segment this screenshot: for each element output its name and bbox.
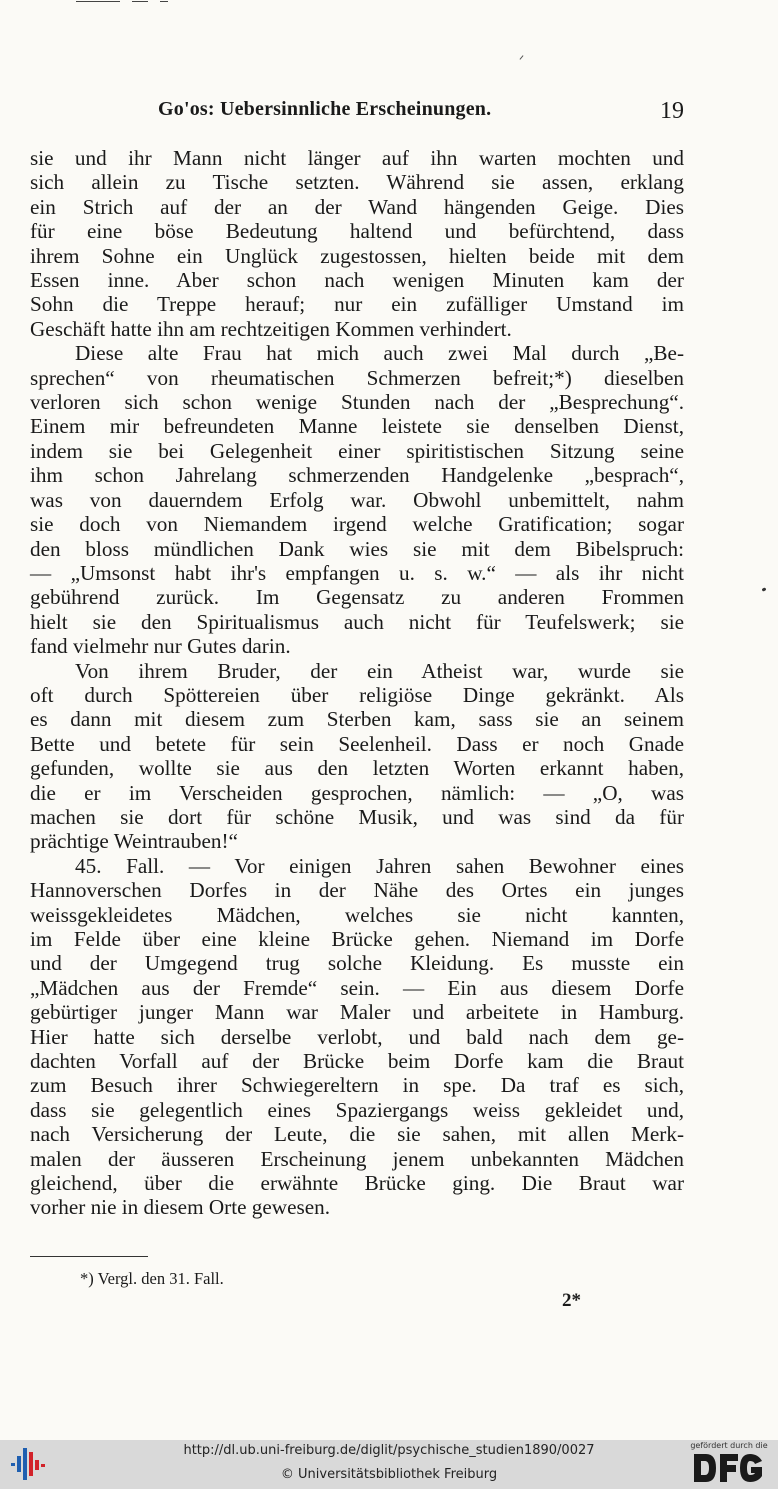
text-line: machen sie dort für schöne Musik, und was sind da für [30,804,684,829]
text-line: und der Umgegend trug solche Kleidung. Es musste ein [30,951,684,976]
text-line: ihm schon Jahrelang schmerzenden Handgelenke „besprach“, [30,463,684,488]
text-line: sie doch von Niemandem irgend welche Gratification; sogar [30,512,684,537]
copyright-notice: © Universitätsbibliothek Freiburg [280,1467,498,1482]
text-line: „Mädchen aus der Fremde“ sein. — Ein aus diesem Dorfe [30,975,684,1000]
text-line: Hier hatte sich derselbe verlobt, und bald nach dem ge- [30,1024,684,1049]
text-line: oft durch Spöttereien über religiöse Dinge gekränkt. Als [30,682,684,707]
footnote: *) Vergl. den 31. Fall. [80,1269,224,1288]
permalink-url[interactable]: http://dl.ub.uni-freiburg.de/diglit/psychische_studien1890/0027 [183,1443,595,1458]
body-text [30,146,684,1220]
dfg-logo-icon [692,1451,766,1485]
text-line: fand vielmehr nur Gutes darin. [30,634,291,659]
dfg-caption: gefördert durch die [690,1441,768,1450]
text-line: — „Umsonst habt ihr's empfangen u. s. w.“ — als ihr nicht [30,560,684,585]
text-line: Diese alte Frau hat mich auch zwei Mal durch „Be- [75,341,684,366]
page-number: 19 [660,98,684,124]
scan-edge-mark [762,587,767,591]
running-head [30,98,684,126]
text-line: sie und ihr Mann nicht länger auf ihn warten mochten und [30,146,684,170]
text-line: ihrem Sohne ein Unglück zugestossen, hielten beide mit dem [30,243,684,268]
text-line: sich allein zu Tische setzten. Während sie assen, erklang [30,170,684,195]
text-line: verloren sich schon wenige Stunden nach der „Besprechung“. [30,390,684,415]
text-line: den bloss mündlichen Dank wies sie mit dem Bibelspruch: [30,536,684,561]
text-line: weissgekleidetes Mädchen, welches sie nicht kannten, [30,902,684,927]
text-line: was von dauerndem Erfolg war. Obwohl unbemittelt, nahm [30,487,684,512]
text-line: Sohn die Treppe herauf; nur ein zufälliger Umstand im [30,292,684,317]
signature-mark: 2* [562,1290,581,1311]
text-line: gebürtiger junger Mann war Maler und arbeitete in Hamburg. [30,1000,684,1025]
text-line: prächtige Weintrauben!“ [30,829,238,854]
text-line: malen der äusseren Erscheinung jenem unbekannten Mädchen [30,1146,684,1171]
scan-top-marks [76,0,186,4]
running-title: Go'os: Uebersinnliche Erscheinungen. [158,98,492,120]
footnote-rule [30,1256,148,1257]
text-line: gefunden, wollte sie aus den letzten Worten erkannt haben, [30,756,684,781]
text-line: hielt sie den Spiritualismus auch nicht für Teufelswerk; sie [30,609,684,634]
text-line: im Felde über eine kleine Brücke gehen. Niemand im Dorfe [30,927,684,951]
text-line: Hannoverschen Dorfes in der Nähe des Ortes ein junges [30,878,684,903]
text-line: für eine böse Bedeutung haltend und befürchtend, dass [30,219,684,244]
text-line: Essen inne. Aber schon nach wenigen Minuten kam der [30,268,684,293]
text-line: Bette und betete für sein Seelenheil. Dass er noch Gnade [30,731,684,756]
text-line: Von ihrem Bruder, der ein Atheist war, wurde sie [75,658,684,683]
text-line: Geschäft hatte ihn am rechtzeitigen Kommen verhindert. [30,316,512,341]
text-line: 45. Fall. — Vor einigen Jahren sahen Bewohner eines [75,853,684,878]
text-line: die er im Verscheiden gesprochen, nämlich: — „O, was [30,780,684,805]
text-line: dachten Vorfall auf der Brücke beim Dorfe kam die Braut [30,1049,684,1074]
text-line: ein Strich auf der an der Wand hängenden Geige. Dies [30,194,684,219]
text-line: gebührend zurück. Im Gegensatz zu anderen Frommen [30,585,684,610]
text-line: vorher nie in diesem Orte gewesen. [30,1195,331,1220]
text-line: es dann mit diesem zum Sterben kam, sass sie an seinem [30,707,684,732]
text-line: zum Besuch ihrer Schwiegereltern in spe. Da traf es sich, [30,1073,684,1098]
text-line: indem sie bei Gelegenheit einer spiritistischen Sitzung seine [30,438,684,463]
scan-stray-mark [520,55,524,59]
text-line: Einem mir befreundeten Manne leistete sie denselben Dienst, [30,414,684,439]
text-line: gleichend, über die erwähnte Brücke ging. Die Braut war [30,1171,684,1196]
dfg-funding [688,1441,770,1487]
text-line: sprechen“ von rheumatischen Schmerzen befreit;*) dieselben [30,365,684,390]
text-line: dass sie gelegentlich eines Spaziergangs weiss gekleidet und, [30,1097,684,1122]
text-line: nach Versicherung der Leute, die sie sahen, mit allen Merk- [30,1122,684,1147]
